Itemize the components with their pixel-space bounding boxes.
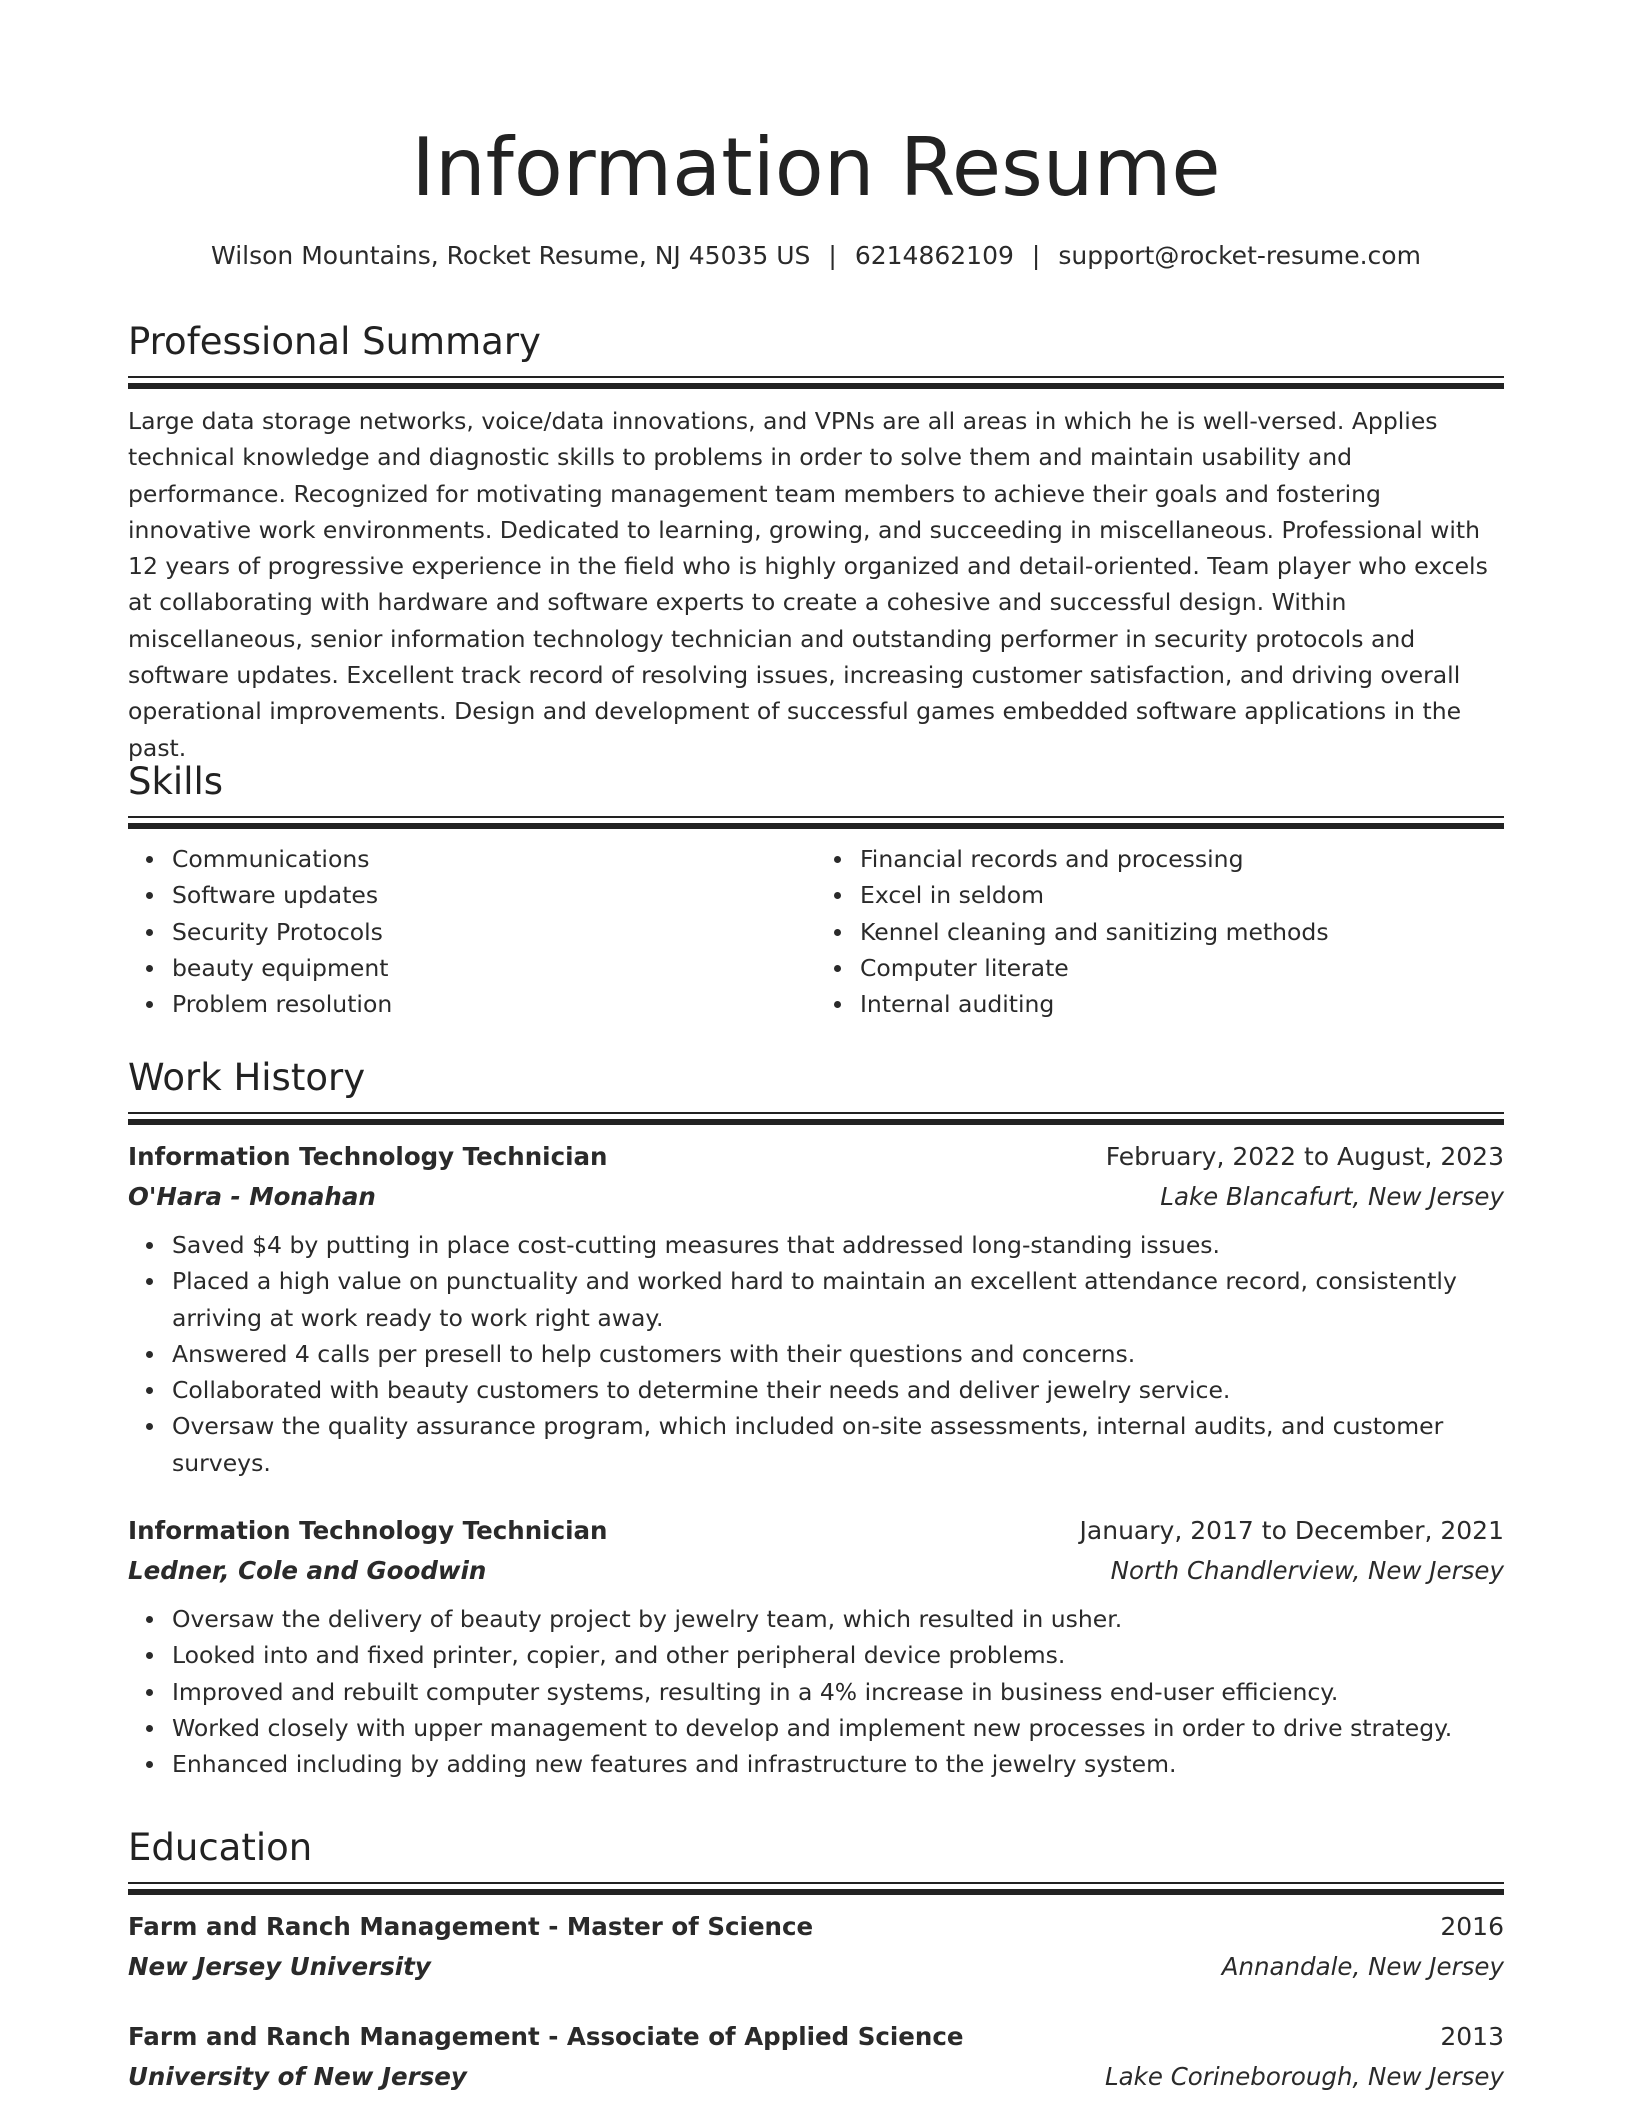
- job-bullet: Worked closely with upper management to develop and implement new processes in order to drive strategy.: [172, 1710, 1504, 1746]
- job-bullet: Improved and rebuilt computer systems, resulting in a 4% increase in business end-user efficiency.: [172, 1674, 1504, 1710]
- job-title: Information Technology Technician: [128, 1516, 608, 1546]
- skill-item: Computer literate: [860, 950, 1504, 986]
- contact-email: support@rocket-resume.com: [1058, 241, 1421, 270]
- section-rule: [128, 1882, 1504, 1884]
- skill-item: Excel in seldom: [860, 877, 1504, 913]
- education-section: [128, 1824, 1504, 2097]
- contact-separator: |: [828, 241, 837, 270]
- skill-item: Problem resolution: [172, 986, 816, 1022]
- section-rule-thick: [128, 383, 1504, 389]
- skill-item: beauty equipment: [172, 950, 816, 986]
- education-school: New Jersey University: [128, 1952, 431, 1981]
- education-degree: Farm and Ranch Management - Master of Science: [128, 1912, 814, 1941]
- skill-item: Kennel cleaning and sanitizing methods: [860, 914, 1504, 950]
- job-location: North Chandlerview, New Jersey: [1110, 1556, 1504, 1586]
- education-year: 2013: [1440, 2022, 1504, 2051]
- skills-column-right: [816, 841, 1504, 1022]
- job-dates: February, 2022 to August, 2023: [1105, 1142, 1504, 1171]
- job-bullet: Enhanced including by adding new features and infrastructure to the jewelry system.: [172, 1746, 1504, 1782]
- skills-grid: [128, 841, 1504, 1022]
- contact-phone: 6214862109: [854, 241, 1014, 270]
- job-entry: [128, 1137, 1504, 1481]
- skill-item: Communications: [172, 841, 816, 877]
- education-location: Annandale, New Jersey: [1221, 1952, 1504, 1981]
- section-rule-thick: [128, 1119, 1504, 1125]
- job-bullet: Placed a high value on punctuality and worked hard to maintain an excellent attendance record, consistently arriving at work ready to work right away.: [172, 1263, 1504, 1336]
- resume-name: Information Resume: [411, 121, 1221, 214]
- section-rule-thick: [128, 1889, 1504, 1895]
- job-location: Lake Blancafurt, New Jersey: [1160, 1182, 1504, 1211]
- education-entry: [128, 2017, 1504, 2097]
- skill-item: Internal auditing: [860, 986, 1504, 1022]
- skills-section: [128, 758, 1504, 1022]
- job-bullet: Saved $4 by putting in place cost-cutting measures that addressed long-standing issues.: [172, 1227, 1504, 1263]
- section-title-work-history: Work History: [128, 1056, 366, 1099]
- job-bullet: Collaborated with beauty customers to determine their needs and deliver jewelry service.: [172, 1372, 1504, 1408]
- job-bullet: Oversaw the quality assurance program, which included on-site assessments, internal audits, and customer surveys.: [172, 1408, 1504, 1481]
- skill-item: Software updates: [172, 877, 816, 913]
- job-entry: [128, 1511, 1504, 1782]
- contact-line: [128, 238, 1504, 274]
- job-dates: January, 2017 to December, 2021: [1079, 1516, 1504, 1546]
- summary-section: [128, 318, 1504, 766]
- education-location: Lake Corineborough, New Jersey: [1104, 2062, 1504, 2091]
- education-entry: [128, 1907, 1504, 1987]
- contact-separator: |: [1031, 241, 1041, 270]
- section-rule: [128, 376, 1504, 378]
- work-history-section: [128, 1054, 1504, 1783]
- job-bullets: [128, 1601, 1504, 1782]
- job-employer: O'Hara - Monahan: [128, 1182, 376, 1211]
- section-rule: [128, 816, 1504, 818]
- summary-text: Large data storage networks, voice/data innovations, and VPNs are all areas in which he is well-versed. Applies technical knowledge and diagnostic skills to problems in order to solve them and maintain usability and performance. Recognized for motivating management team members to achieve their goals and fostering innovative work environments. Dedicated to learning, growing, and succeeding in miscellaneous. Professional with 12 years of progressive experience in the field who is highly organized and detail-oriented. Team player who excels at collaborating with hardware and software experts to create a cohesive and successful design. Within miscellaneous, senior information technology technician and outstanding performer in security protocols and software updates. Excellent track record of resolving issues, increasing customer satisfaction, and driving overall operational improvements. Design and development of successful games embedded software applications in the past.: [128, 407, 1488, 762]
- job-bullets: [128, 1227, 1504, 1481]
- section-title-skills: Skills: [128, 760, 224, 803]
- job-bullet: Answered 4 calls per presell to help customers with their questions and concerns.: [172, 1336, 1504, 1372]
- skills-column-left: [128, 841, 816, 1022]
- section-rule-thick: [128, 823, 1504, 829]
- education-degree: Farm and Ranch Management - Associate of Applied Science: [128, 2022, 964, 2051]
- contact-address: Wilson Mountains, Rocket Resume, NJ 45035 US: [211, 241, 811, 270]
- section-title-summary: Professional Summary: [128, 320, 541, 363]
- section-title-education: Education: [128, 1826, 313, 1869]
- job-bullet: Looked into and fixed printer, copier, and other peripheral device problems.: [172, 1637, 1504, 1673]
- education-year: 2016: [1440, 1912, 1504, 1941]
- skill-item: Security Protocols: [172, 914, 816, 950]
- skill-item: Financial records and processing: [860, 841, 1504, 877]
- section-rule: [128, 1112, 1504, 1114]
- education-school: University of New Jersey: [128, 2062, 467, 2091]
- job-employer: Ledner, Cole and Goodwin: [128, 1556, 487, 1586]
- job-bullet: Oversaw the delivery of beauty project by jewelry team, which resulted in usher.: [172, 1601, 1504, 1637]
- job-title: Information Technology Technician: [128, 1142, 608, 1171]
